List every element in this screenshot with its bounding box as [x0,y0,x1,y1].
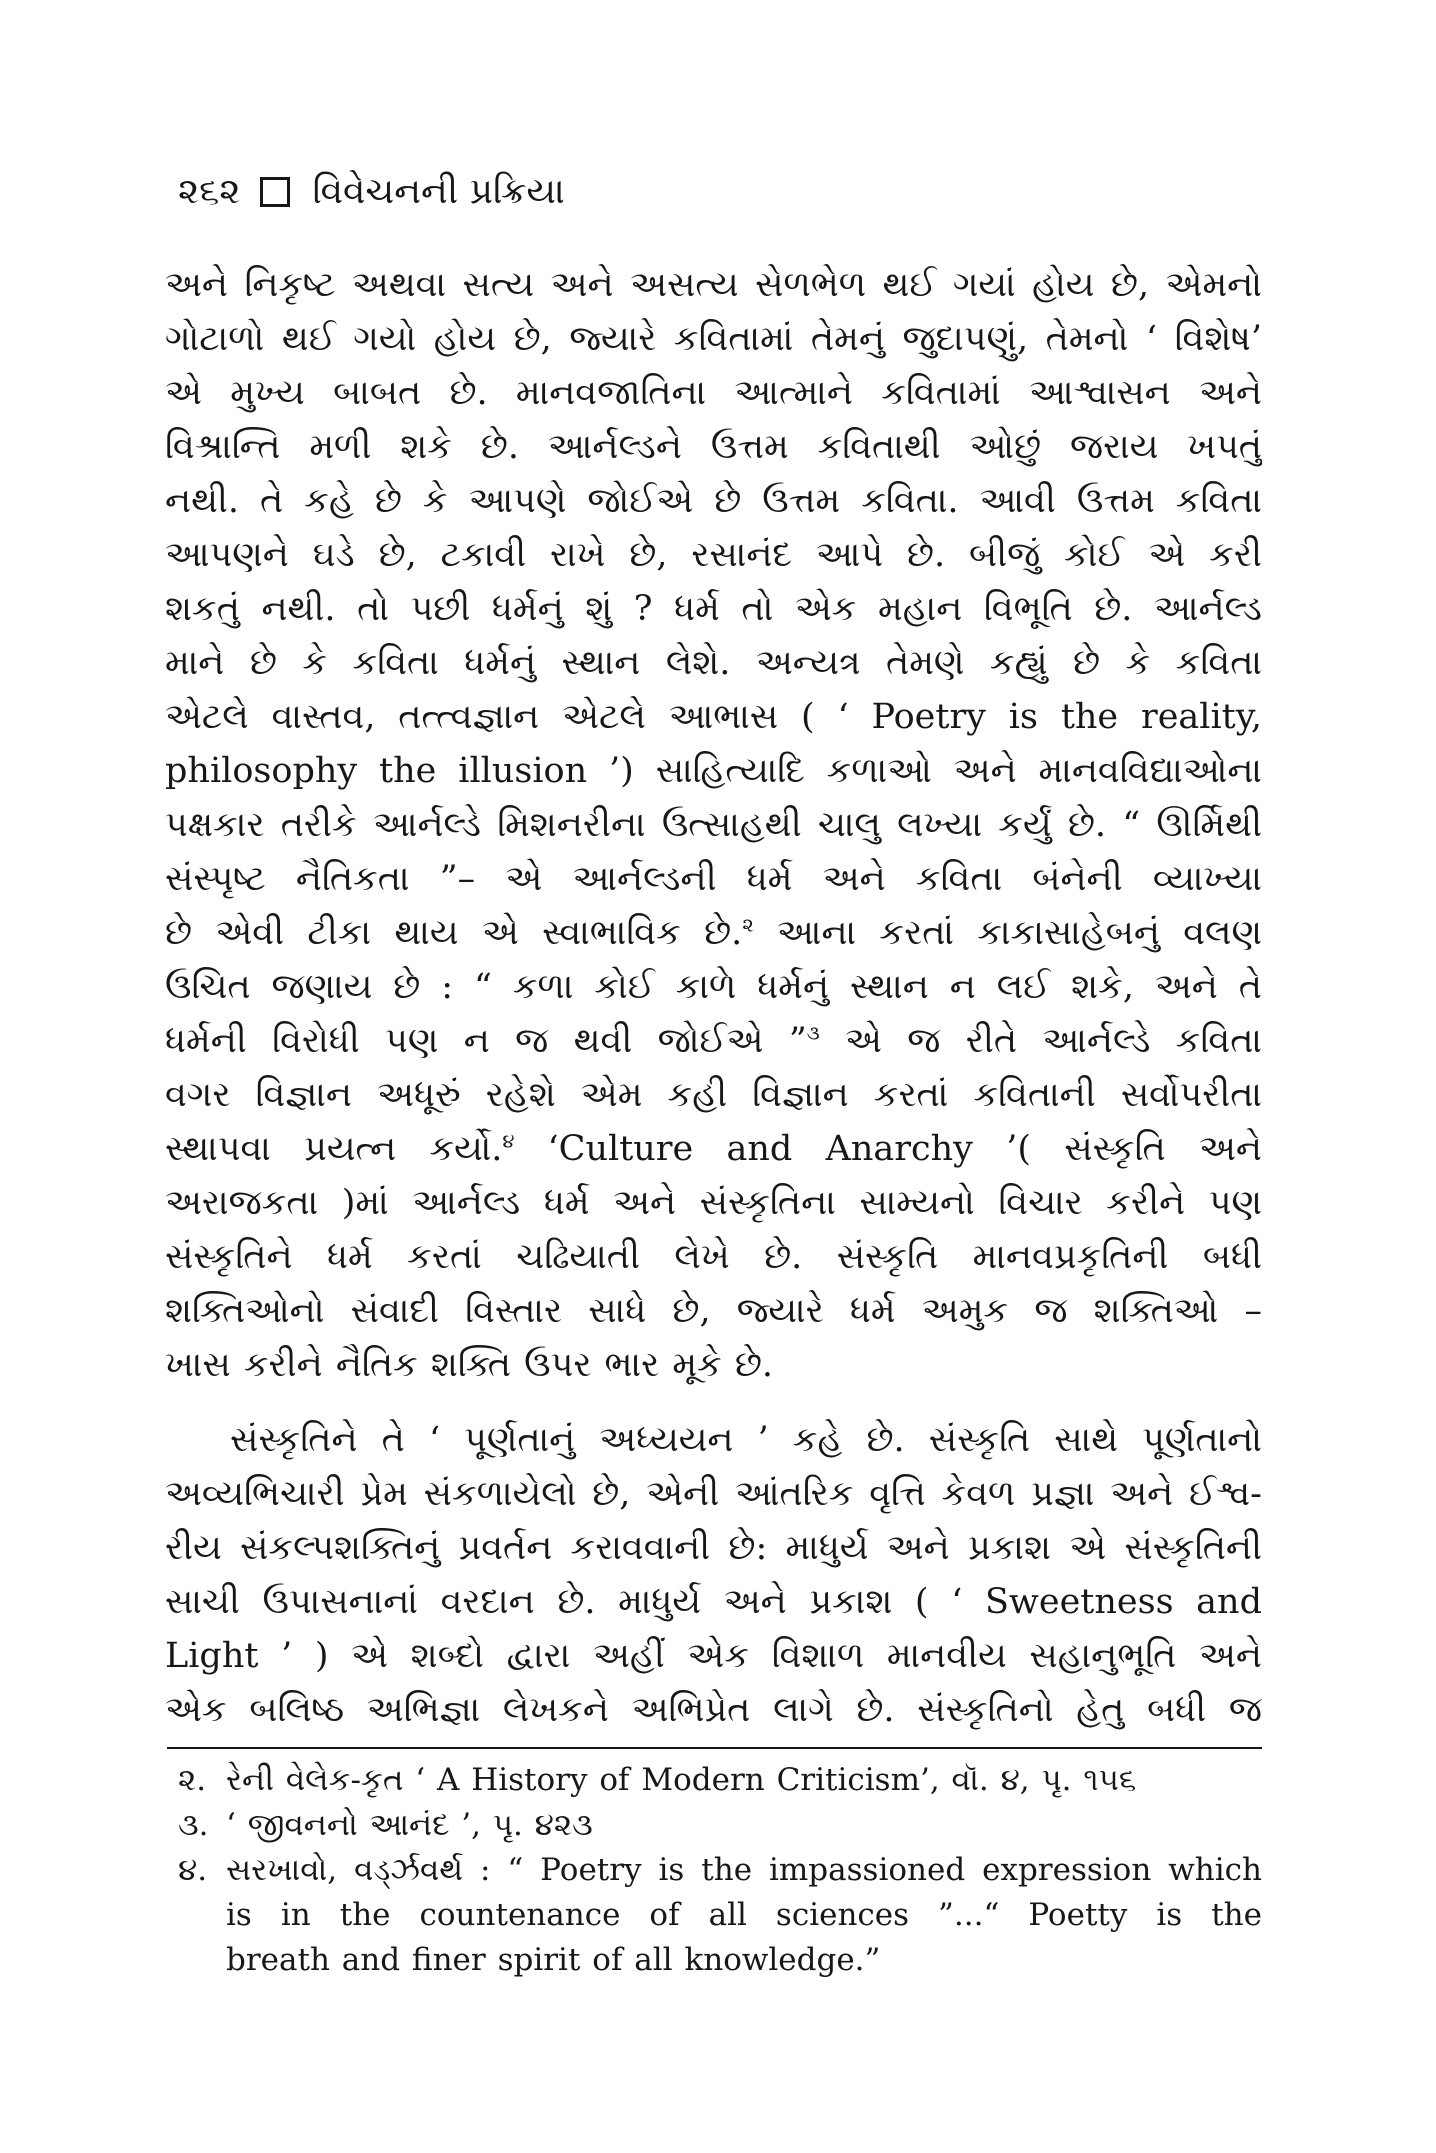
footnote-text [226,1758,1262,1803]
footnote-number: ૨. [178,1762,207,1798]
text-line: અને નિકૃષ્ટ અથવા સત્ય અને અસત્ય સેળભેળ થઈ ગયાં હોય છે, એમનો [165,265,1262,305]
text-line: સંસ્કૃતિને ધર્મ કરતાં ચઢિયાતી લેખે છે. સંસ્કૃતિ માનવપ્રકૃતિની બધી [165,1237,1262,1277]
book-title: વિવેચનની પ્રક્રિયા [312,171,565,212]
text-line: સંસ્પૃષ્ટ નૈતિકતા ”– એ આર્નલ્ડની ધર્મ અને કવિતા બંનેની વ્યાખ્યા [165,859,1262,899]
text-line: Light ’ ) એ શબ્દો દ્વારા અહીં એક વિશાળ માનવીય સહાનુભૂતિ અને [165,1636,1262,1676]
running-header [178,165,565,219]
text-line: રીય સંકલ્પશક્તિનું પ્રવર્તન કરાવવાની છે: માધુર્ય અને પ્રકાશ એ સંસ્કૃતિની [165,1528,1262,1568]
text-line: વગર વિજ્ઞાન અધૂરું રહેશે એમ કહી વિજ્ઞાન કરતાં કવિતાની સર્વોપરીતા [165,1075,1262,1115]
text-line [165,1122,1262,1176]
text-line: ખાસ કરીને નૈતિક શક્તિ ઉપર ભાર મૂકે છે. [165,1345,774,1385]
text-line: એ મુખ્ય બાબત છે. માનવજાતિના આત્માને કવિતામાં આશ્વાસન અને [165,373,1262,413]
text-line: ઉચિત જણાય છે : “ કળા કોઈ કાળે ધર્મનું સ્થાન ન લઈ શકે, અને તે [165,967,1262,1007]
text-line: philosophy the illusion ’) સાહિત્યાદિ કળાઓ અને માનવવિદ્યાઓના [165,751,1262,791]
footnote-reference: ૩ [806,1021,820,1045]
text-line: અવ્યભિચારી પ્રેમ સંકળાયેલો છે, એની આંતરિક વૃત્તિ કેવળ પ્રજ્ઞા અને ઈશ્વ- [165,1474,1262,1514]
footnote-line: સરખાવો, વર્ડ્ઝવર્થ : “ Poetry is the impassioned expression which [226,1852,1262,1888]
footnote [178,1758,1262,1803]
text-line: આપણને ઘડે છે, ટકાવી રાખે છે, રસાનંદ આપે છે. બીજું કોઈ એ કરી [165,535,1262,575]
line-text: ‘Culture and Anarchy ’( સંસ્કૃતિ અને [514,1129,1262,1169]
text-line: એટલે વાસ્તવ, તત્ત્વજ્ઞાન એટલે આભાસ ( ‘ Poetry is the reality, [165,697,1262,737]
footnote-number: ૪. [178,1852,208,1888]
footnote-text [226,1803,1262,1848]
footnote [178,1848,1262,1983]
footnote-line: is in the countenance of all sciences ”...“ Poetty is the [226,1897,1262,1933]
text-line [165,906,1262,960]
line-text: છે એવી ટીકા થાય એ સ્વાભાવિક છે. [165,913,743,953]
footnote-number: ૩. [178,1807,209,1843]
footnote-reference: ૪ [502,1129,515,1153]
square-box-icon [260,177,290,207]
line-text: એ જ રીતે આર્નલ્ડે કવિતા [819,1021,1262,1061]
page-number: ૨૬૨ [178,171,241,212]
text-line [165,1014,1262,1068]
text-line: પક્ષકાર તરીકે આર્નલ્ડે મિશનરીના ઉત્સાહથી ચાલુ લખ્યા કર્યું છે. “ ઊર્મિથી [165,805,1262,845]
line-text: ધર્મની વિરોધી પણ ન જ થવી જોઈએ ” [165,1021,807,1061]
paragraph [165,1413,1262,1737]
line-text: સ્થાપવા પ્રયત્ન કર્યો. [165,1129,503,1169]
footnotes [178,1758,1262,1983]
text-line: નથી. તે કહે છે કે આપણે જોઈએ છે ઉત્તમ કવિતા. આવી ઉત્તમ કવિતા [165,481,1262,521]
footnote-line: ‘ જીવનનો આનંદ ’, પૃ. ૪૨૩ [226,1807,593,1843]
footnote-line: રેની વેલેક-કૃત ‘ A History of Modern Criticism’, વૉ. ૪, પૃ. ૧૫૬ [226,1762,1137,1798]
text-line: એક બલિષ્ઠ અભિજ્ઞા લેખકને અભિપ્રેત લાગે છે. સંસ્કૃતિનો હેતુ બધી જ [165,1690,1262,1730]
footnote-divider [167,1747,1262,1749]
text-line: સાચી ઉપાસનાનાં વરદાન છે. માધુર્ય અને પ્રકાશ ( ‘ Sweetness and [165,1582,1262,1622]
text-line: માને છે કે કવિતા ધર્મનું સ્થાન લેશે. અન્યત્ર તેમણે કહ્યું છે કે કવિતા [165,643,1262,683]
paragraph [165,258,1262,1392]
text-line: અરાજકતા )માં આર્નલ્ડ ધર્મ અને સંસ્કૃતિના સામ્યનો વિચાર કરીને પણ [165,1183,1262,1223]
line-text: આના કરતાં કાકાસાહેબનું વલણ [753,913,1262,953]
footnote-reference: ૨ [742,913,754,937]
text-line: શકતું નથી. તો પછી ધર્મનું શું ? ધર્મ તો એક મહાન વિભૂતિ છે. આર્નલ્ડ [165,589,1262,629]
footnote [178,1803,1262,1848]
text-line: ગોટાળો થઈ ગયો હોય છે, જ્યારે કવિતામાં તેમનું જુદાપણું, તેમનો ‘ વિશેષ’ [165,319,1262,359]
footnote-line: breath and finer spirit of all knowledge.” [226,1942,881,1978]
text-line: શક્તિઓનો સંવાદી વિસ્તાર સાધે છે, જ્યારે ધર્મ અમુક જ શક્તિઓ – [165,1291,1262,1331]
footnote-text [226,1848,1262,1983]
text-line: વિશ્રાન્તિ મળી શકે છે. આર્નલ્ડને ઉત્તમ કવિતાથી ઓછું જરાય ખપતું [165,427,1262,467]
text-line: સંસ્કૃતિને તે ‘ પૂર્ણતાનું અધ્યયન ’ કહે છે. સંસ્કૃતિ સાથે પૂર્ણતાનો [230,1420,1262,1460]
